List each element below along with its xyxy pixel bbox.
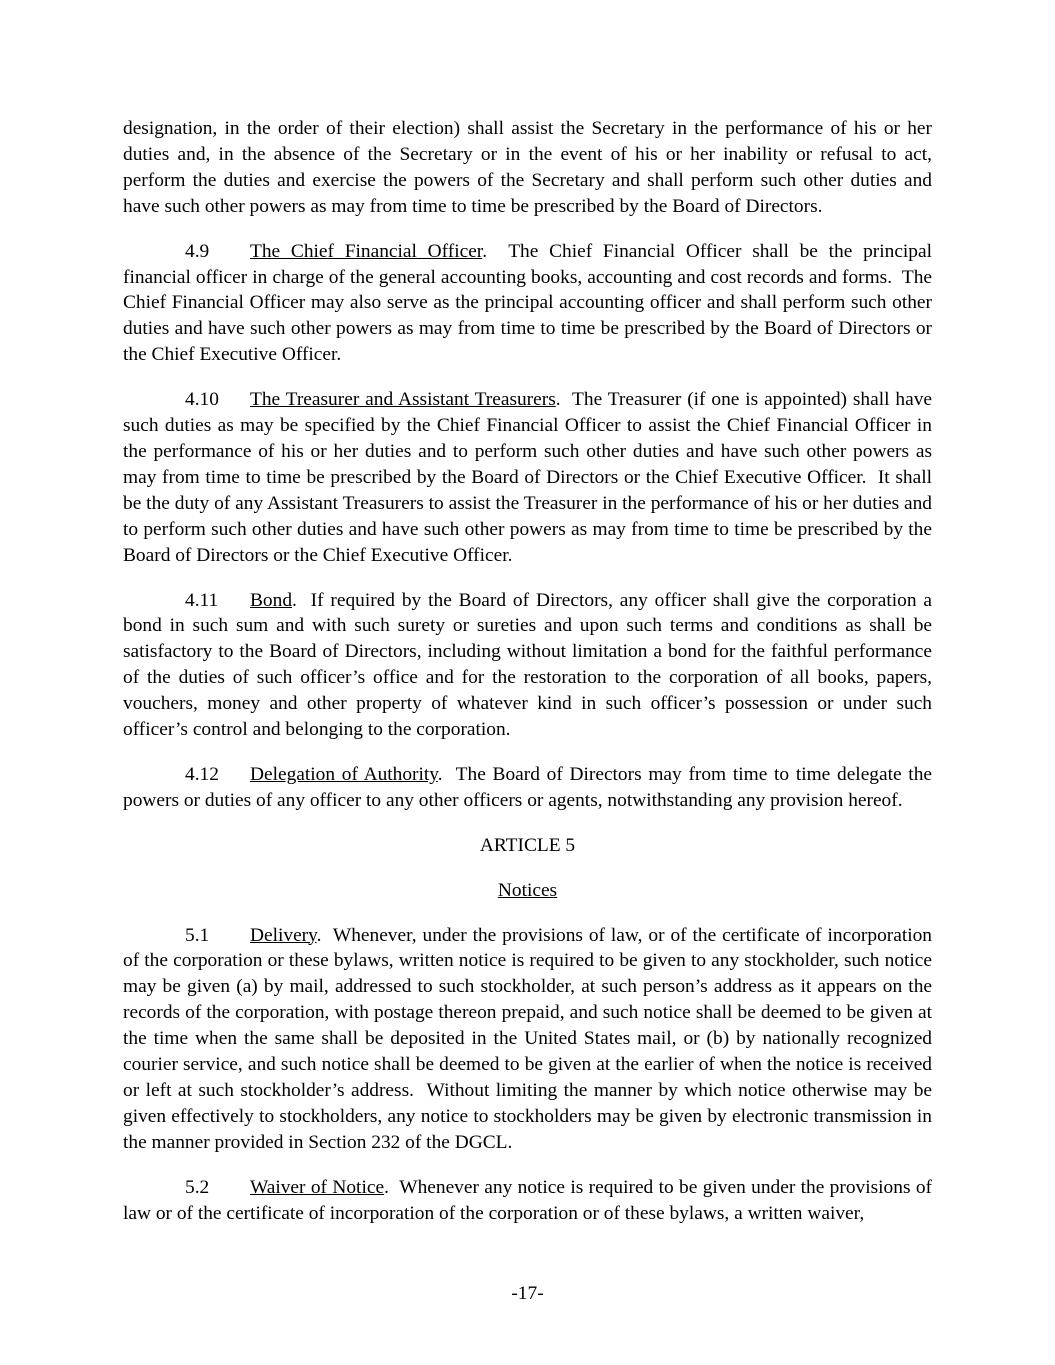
section-body: . If required by the Board of Directors, any officer shall give the corporation a bond in such sum and with such surety or sureties and upon such terms and conditions as shall be satisfactory to the Board of Directors, including without limitation a bond for the faithful performance of the duties of such officer’s office and for the restoration to the corporation of all books, papers, vouchers, money and other property of whatever kind in such officer’s possession or under such officer’s control and belonging to the corporation. <box>123 589 932 741</box>
section-4-9 <box>123 239 932 369</box>
section-heading: The Chief Financial Officer <box>250 240 483 262</box>
section-5-1 <box>123 923 932 1156</box>
section-number: 5.1 <box>185 924 210 946</box>
section-heading: The Treasurer and Assistant Treasurers <box>250 389 556 411</box>
article-subtitle-text: Notices <box>497 879 558 901</box>
section-body: . The Board of Directors may from time to time delegate the powers or duties of any officer to any other officers or agents, notwithstanding any provision hereof. <box>123 763 932 811</box>
section-number: 5.2 <box>185 1176 210 1198</box>
page-number: -17- <box>511 1283 544 1305</box>
section-number: 4.9 <box>185 240 210 262</box>
section-number: 4.11 <box>185 589 219 611</box>
section-5-2 <box>123 1175 932 1227</box>
section-number: 4.10 <box>185 389 219 411</box>
continuation-text: designation, in the order of their election) shall assist the Secretary in the performance of his or her duties and, in the absence of the Secretary or in the event of his or her inability or refusal to act, perform the duties and exercise the powers of the Secretary and shall perform such other duties and have such other powers as may from time to time be prescribed by the Board of Directors. <box>123 118 932 217</box>
section-heading: Waiver of Notice <box>250 1176 385 1198</box>
section-4-11 <box>123 588 932 743</box>
article-title <box>123 833 932 859</box>
section-4-12 <box>123 762 932 814</box>
section-heading: Bond <box>250 589 293 611</box>
continuation-paragraph <box>123 116 932 220</box>
article-subtitle <box>123 878 932 904</box>
section-heading: Delegation of Authority <box>250 763 438 785</box>
section-body: . Whenever, under the provisions of law, or of the certificate of incorporation of the corporation or these bylaws, written notice is required to be given to any stockholder, such notice may be given (a) by mail, addressed to such stockholder, at such person’s address as it appears on the records of the corporation, with postage thereon prepaid, and such notice shall be deemed to be given at the time when the same shall be deposited in the United States mail, or (b) by nationally recognized courier service, and such notice shall be deemed to be given at the earlier of when the notice is received or left at such stockholder’s address. Without limiting the manner by which notice otherwise may be given effectively to stockholders, any notice to stockholders may be given by electronic transmission in the manner provided in Section 232 of the DGCL. <box>123 924 932 1153</box>
section-body: . The Chief Financial Officer shall be the principal financial officer in charge of the general accounting books, accounting and cost records and forms. The Chief Financial Officer may also serve as the principal accounting officer and shall perform such other duties and have such other powers as may from time to time be prescribed by the Board of Directors or the Chief Executive Officer. <box>123 240 933 366</box>
section-heading: Delivery <box>250 924 317 946</box>
section-number: 4.12 <box>185 763 219 785</box>
section-4-10 <box>123 387 932 568</box>
section-body: . The Treasurer (if one is appointed) shall have such duties as may be specified by the Chief Financial Officer to assist the Chief Financial Officer in the performance of his or her duties and to perform such other duties and have such other powers as may from time to time be prescribed by the Board of Directors or the Chief Executive Officer. It shall be the duty of any Assistant Treasurers to assist the Treasurer in the performance of his or her duties and to perform such other duties and have such other powers as may from time to time be prescribed by the Board of Directors or the Chief Executive Officer. <box>123 389 932 566</box>
section-body: . Whenever any notice is required to be given under the provisions of law or of the certificate of incorporation of the corporation or of these bylaws, a written waiver, <box>123 1176 932 1224</box>
article-title-text: ARTICLE 5 <box>479 834 576 856</box>
